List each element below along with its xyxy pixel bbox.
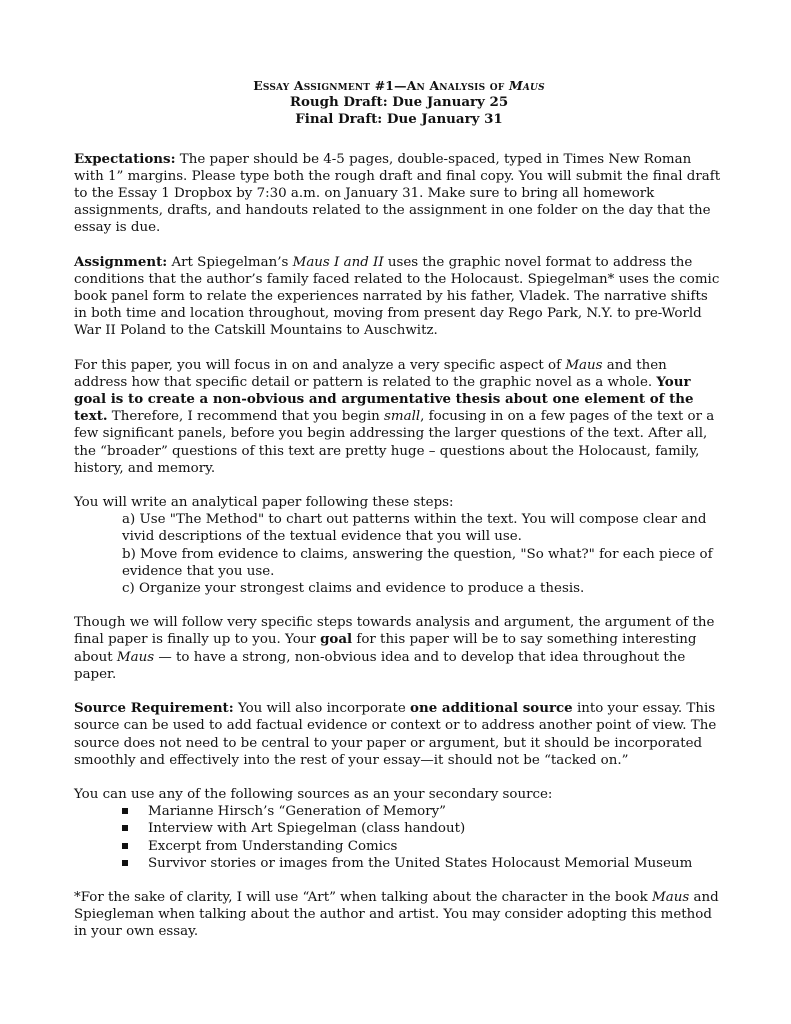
- document-title: Essay Assignment #1—An Analysis of Maus: [253, 78, 545, 93]
- list-item: Excerpt from Understanding Comics: [122, 838, 724, 855]
- sources-intro: You can use any of the following sources as an your secondary source:: [74, 786, 553, 802]
- step-item: a) Use "The Method" to chart out patterns within the text. You will compose clear and vivid descriptions of the textual evidence that you will use.: [122, 512, 707, 545]
- assignment-paragraph: Assignment: Art Spiegelman’s Maus I and II uses the graphic novel format to address the conditions that the author’s family faced related to the Holocaust. Spiegelman* uses the comic book panel form to relate the experiences narrated by his father, Vladek. The narrative shifts in both time and location throughout, moving from present day Rego Park, N.Y. to pre-World War II Poland to the Catskill Mountains to Auschwitz.: [74, 253, 720, 339]
- final-draft-due: Final Draft: Due January 31: [295, 111, 503, 128]
- goal-statement: Your goal is to create a non-obvious and argumentative thesis about one element of the text.: [74, 373, 694, 425]
- steps-list: [122, 511, 724, 597]
- rough-draft-due: Rough Draft: Due January 25: [289, 94, 509, 111]
- step-item: c) Organize your strongest claims and evidence to produce a thesis.: [122, 581, 585, 597]
- document-header: [74, 77, 724, 129]
- list-item: Interview with Art Spiegelman (class handout): [122, 820, 724, 837]
- bullet-icon: [122, 843, 128, 849]
- expectations-paragraph: Expectations: The paper should be 4-5 pages, double-spaced, typed in Times New Roman with 1” margins. Please type both the rough draft and final copy. You will submit the final draft to the Essay 1 Dropbox by 7:30 a.m. on January 31. Make sure to bring all homework assignments, drafts, and handouts related to the assignment in one folder on the day that the essay is due.: [74, 150, 721, 236]
- bullet-icon: [122, 808, 128, 814]
- goal-paragraph: Though we will follow very specific steps towards analysis and argument, the argument of the final paper is finally up to you. Your goal for this paper will be to say something interesting about Maus — to have a strong, non-obvious idea and to develop that idea throughout the paper.: [74, 615, 715, 682]
- list-item: Marianne Hirsch’s “Generation of Memory”: [122, 803, 724, 820]
- document-body: [74, 77, 724, 958]
- source-requirement-label: Source Requirement:: [74, 700, 234, 717]
- bullet-icon: [122, 860, 128, 866]
- footnote-paragraph: *For the sake of clarity, I will use “Art” when talking about the character in the book Maus and Spiegleman when talking about the author and artist. You may consider adopting this method in your own essay.: [74, 889, 719, 940]
- list-item: Survivor stories or images from the United States Holocaust Memorial Museum: [122, 855, 724, 872]
- assignment-label: Assignment:: [74, 253, 168, 270]
- step-item: b) Move from evidence to claims, answering the question, "So what?" for each piece of evidence that you use.: [122, 546, 713, 579]
- steps-intro: You will write an analytical paper following these steps:: [74, 495, 454, 511]
- expectations-label: Expectations:: [74, 150, 176, 167]
- bullet-icon: [122, 825, 128, 831]
- focus-paragraph: For this paper, you will focus in on and analyze a very specific aspect of Maus and then address how that specific detail or pattern is related to the graphic novel as a whole. Your goal is to create a non-obvious and argumentative thesis about one element of the text. Therefore, I recommend that you begin small, focusing in on a few pages of the text or a few significant panels, before you begin addressing the larger questions of the text. After all, the “broader” questions of this text are pretty huge – questions about the Holocaust, family, history, and memory.: [74, 357, 715, 476]
- sources-list: [74, 803, 724, 872]
- source-requirement-paragraph: Source Requirement: You will also incorporate one additional source into your essay. This source can be used to add factual evidence or context or to address another point of view. The source does not need to be central to your paper or argument, but it should be incorporated smoothly and effectively into the rest of your essay—it should not be “tacked on.”: [74, 700, 717, 768]
